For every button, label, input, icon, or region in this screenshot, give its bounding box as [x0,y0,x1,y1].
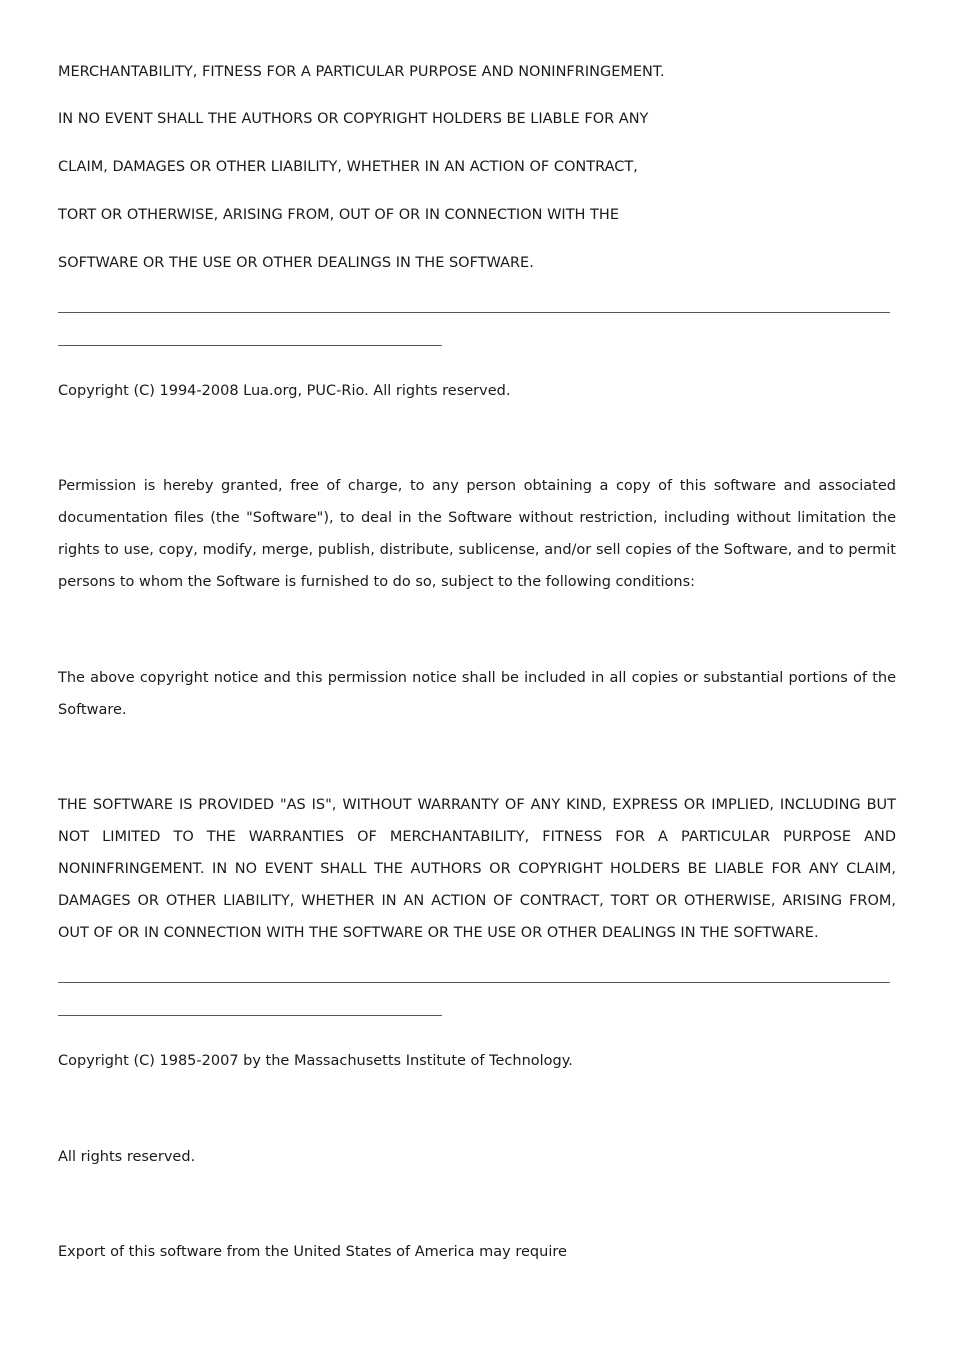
license-text-line: MERCHANTABILITY, FITNESS FOR A PARTICULAR PURPOSE AND NONINFRINGEMENT. [58,64,665,80]
mit-export-notice: Export of this software from the United States of America may require [58,1244,567,1260]
section-divider [58,312,890,313]
section-divider-short [58,345,442,346]
license-text-line: TORT OR OTHERWISE, ARISING FROM, OUT OF OR IN CONNECTION WITH THE [58,207,619,223]
mit-copyright: Copyright (C) 1985-2007 by the Massachusetts Institute of Technology. [58,1053,573,1069]
lua-disclaimer-paragraph: THE SOFTWARE IS PROVIDED "AS IS", WITHOUT WARRANTY OF ANY KIND, EXPRESS OR IMPLIED, INCLUDING BUT NOT LIMITED TO THE WARRANTIES OF MERCHANTABILITY, FITNESS FOR A PARTICULAR PURPOSE AND NONINFRINGEMENT. IN NO EVENT SHALL THE AUTHORS OR COPYRIGHT HOLDERS BE LIABLE FOR ANY CLAIM, DAMAGES OR OTHER LIABILITY, WHETHER IN AN ACTION OF CONTRACT, TORT OR OTHERWISE, ARISING FROM, OUT OF OR IN CONNECTION WITH THE SOFTWARE OR THE USE OR OTHER DEALINGS IN THE SOFTWARE. [58,797,896,941]
section-divider [58,982,890,983]
section-divider-short [58,1015,442,1016]
lua-notice-paragraph: The above copyright notice and this permission notice shall be included in all copies or substantial portions of the Software. [58,670,896,718]
mit-rights: All rights reserved. [58,1149,196,1165]
lua-permission-paragraph: Permission is hereby granted, free of charge, to any person obtaining a copy of this software and associated documentation files (the "Software"), to deal in the Software without restriction, including without limitation the rights to use, copy, modify, merge, publish, distribute, sublicense, and/or sell copies of the Software, and to permit persons to whom the Software is furnished to do so, subject to the following conditions: [58,478,896,590]
lua-copyright: Copyright (C) 1994-2008 Lua.org, PUC-Rio. All rights reserved. [58,383,511,399]
license-text-line: SOFTWARE OR THE USE OR OTHER DEALINGS IN THE SOFTWARE. [58,255,534,271]
license-text-line: CLAIM, DAMAGES OR OTHER LIABILITY, WHETHER IN AN ACTION OF CONTRACT, [58,159,638,175]
license-text-line: IN NO EVENT SHALL THE AUTHORS OR COPYRIGHT HOLDERS BE LIABLE FOR ANY [58,111,649,127]
